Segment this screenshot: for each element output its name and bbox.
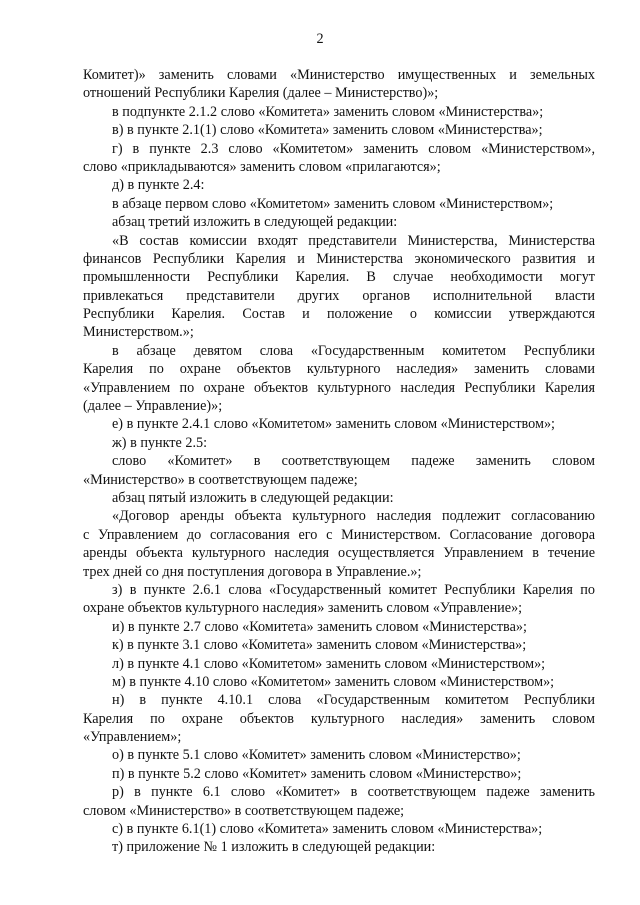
text-line: (далее – Управление)»;	[83, 398, 223, 415]
text-line: Республики Карелия. Состав и положение о комиссии утверждаются	[83, 306, 595, 323]
text-line: абзац третий изложить в следующей редакции:	[112, 214, 398, 231]
text-line: п) в пункте 5.2 слово «Комитет» заменить словом «Министерство»;	[112, 765, 522, 782]
text-line: т) приложение № 1 изложить в следующей редакции:	[112, 839, 436, 856]
text-line: слово «прикладываются» заменить словом «прилагаются»;	[83, 158, 441, 175]
text-line: привлекаться представители других органов исполнительной власти	[83, 287, 595, 304]
text-line: ж) в пункте 2.5:	[112, 434, 208, 451]
text-line: в абзаце первом слово «Комитетом» заменить словом «Министерством»;	[112, 195, 554, 212]
text-line: отношений Республики Карелия (далее – Министерство)»;	[83, 85, 439, 102]
text-line: трех дней со дня поступления договора в Управление.»;	[83, 563, 422, 580]
text-line: «Министерство» в соответствующем падеже;	[83, 471, 358, 488]
text-line: «Управлением»;	[83, 729, 182, 746]
text-line: с Управлением до согласования его с Министерством. Согласование договора	[83, 526, 595, 543]
text-line: с) в пункте 6.1(1) слово «Комитета» заменить словом «Министерства»;	[112, 821, 543, 838]
text-line: в абзаце девятом слова «Государственным комитетом Республики	[112, 342, 595, 359]
text-line: и) в пункте 2.7 слово «Комитета» заменить словом «Министерства»;	[112, 618, 527, 635]
text-line: «Договор аренды объекта культурного наследия подлежит согласованию	[112, 508, 595, 525]
text-line: финансов Республики Карелия и Министерства экономического развития и	[83, 250, 595, 267]
text-line: «В состав комиссии входят представители Министерства, Министерства	[112, 232, 595, 249]
page-number: 2	[316, 31, 324, 47]
text-line: д) в пункте 2.4:	[112, 177, 205, 194]
text-line: Карелия по охране объектов культурного наследия» заменить словом	[83, 710, 595, 727]
text-line: к) в пункте 3.1 слово «Комитета» заменить словом «Министерства»;	[112, 637, 527, 654]
text-line: з) в пункте 2.6.1 слова «Государственный комитет Республики Карелия по	[112, 581, 595, 598]
text-line: в) в пункте 2.1(1) слово «Комитета» заменить словом «Министерства»;	[112, 122, 543, 139]
text-line: о) в пункте 5.1 слово «Комитет» заменить словом «Министерство»;	[112, 747, 521, 764]
text-line: е) в пункте 2.4.1 слово «Комитетом» заменить словом «Министерством»;	[112, 416, 555, 433]
text-line: в подпункте 2.1.2 слово «Комитета» заменить словом «Министерства»;	[112, 103, 544, 120]
text-line: г) в пункте 2.3 слово «Комитетом» заменить словом «Министерством»,	[112, 140, 595, 157]
text-line: слово «Комитет» в соответствующем падеже заменить словом	[112, 453, 595, 470]
text-line: Карелия по охране объектов культурного наследия» заменить словами	[83, 361, 595, 378]
text-line: р) в пункте 6.1 слово «Комитет» в соответствующем падеже заменить	[112, 784, 595, 801]
text-line: словом «Министерство» в соответствующем падеже;	[83, 802, 405, 819]
text-line: аренды объекта культурного наследия осуществляется Управлением в течение	[83, 545, 595, 562]
text-line: «Управлением по охране объектов культурного наследия Республики Карелия	[83, 379, 595, 396]
document-body	[83, 66, 595, 857]
text-line: н) в пункте 4.10.1 слова «Государственным комитетом Республики	[112, 692, 595, 709]
text-line: промышленности Республики Карелия. В случае необходимости могут	[83, 269, 595, 286]
text-line: абзац пятый изложить в следующей редакции:	[112, 489, 394, 506]
text-line: Комитет)» заменить словами «Министерство имущественных и земельных	[83, 67, 595, 83]
text-line: л) в пункте 4.1 слово «Комитетом» заменить словом «Министерством»;	[112, 655, 546, 672]
text-line: Министерством.»;	[83, 324, 194, 341]
text-line: охране объектов культурного наследия» заменить словом «Управление»;	[83, 600, 523, 617]
text-line: м) в пункте 4.10 слово «Комитетом» заменить словом «Министерством»;	[112, 673, 555, 690]
